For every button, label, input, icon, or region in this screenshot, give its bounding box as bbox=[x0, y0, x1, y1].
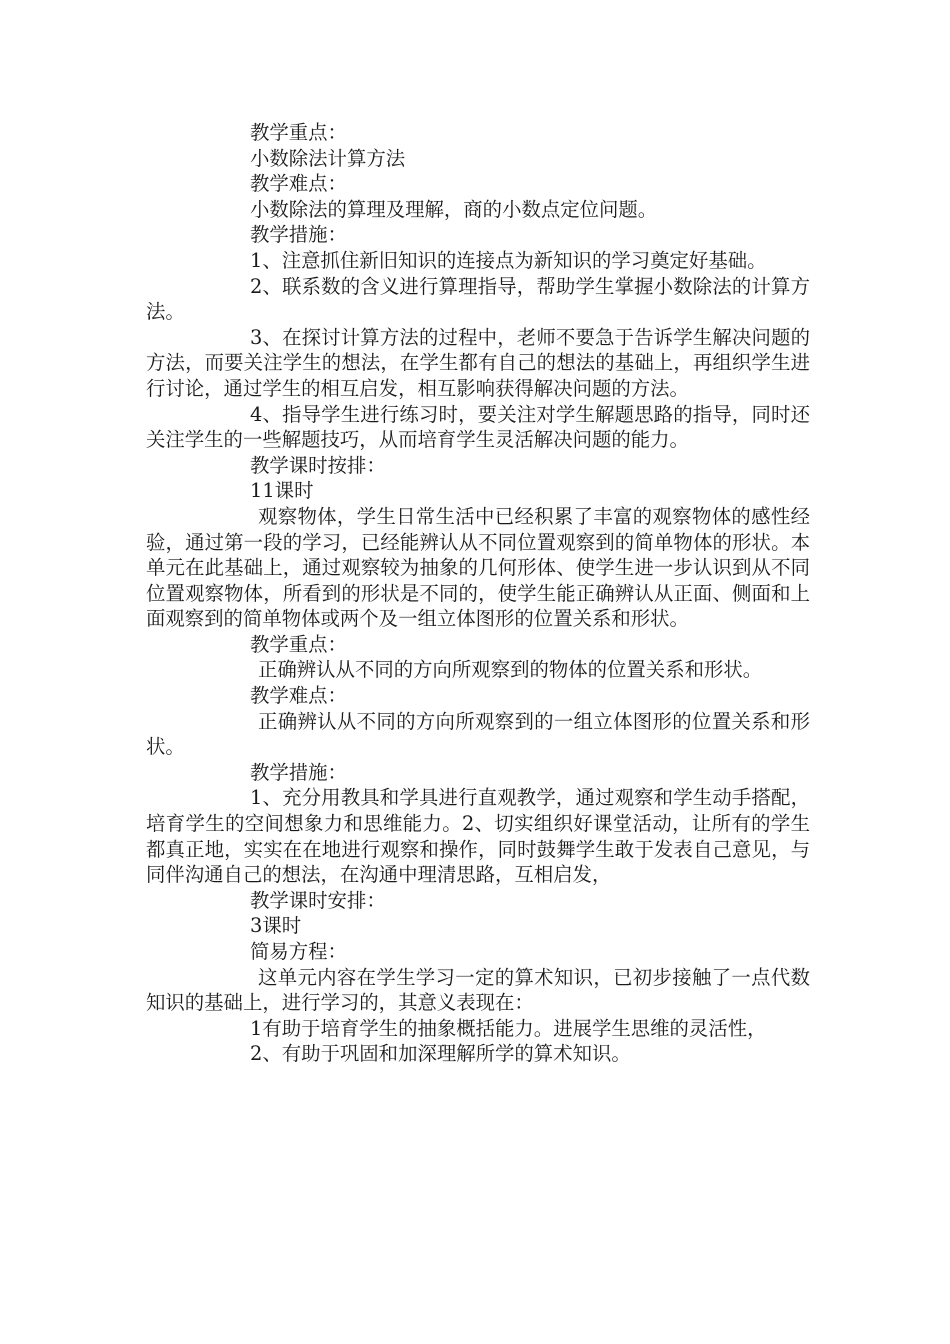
paragraph: 3、在探讨计算方法的过程中，老师不要急于告诉学生解决问题的方法，而要关注学生的想法，在学生都有自己的想法的基础上，再组织学生进行讨论，通过学生的相互启发，相互影响获得解决问题的方法。 bbox=[146, 325, 810, 400]
paragraph: 观察物体，学生日常生活中已经积累了丰富的观察物体的感性经验，通过第一段的学习，已经能辨认从不同位置观察到的简单物体的形状。本单元在此基础上，通过观察较为抽象的几何形体、使学生进一步认识到从不同位置观察物体，所看到的形状是不同的，使学生能正确辨认从正面、侧面和上面观察到的简单物体或两个及一组立体图形的位置关系和形状。 bbox=[146, 504, 810, 631]
paragraph: 教学措施： bbox=[250, 223, 347, 247]
document-body bbox=[146, 120, 810, 1067]
paragraph: 1、充分用教具和学具进行直观教学，通过观察和学生动手搭配，培育学生的空间想象力和思维能力。2、切实组织好课堂活动，让所有的学生都真正地，实实在在地进行观察和操作，同时鼓舞学生敢于发表自己意见，与同伴沟通自己的想法，在沟通中理清思路，互相启发， bbox=[146, 786, 810, 887]
paragraph: 教学课时按排： bbox=[250, 453, 386, 477]
paragraph: 2、有助于巩固和加深理解所学的算术知识。 bbox=[250, 1042, 631, 1066]
paragraph: 4、指导学生进行练习时，要关注对学生解题思路的指导，同时还关注学生的一些解题技巧，从而培育学生灵活解决问题的能力。 bbox=[146, 402, 810, 452]
paragraph: 简易方程： bbox=[250, 940, 347, 963]
paragraph: 2、联系数的含义进行算理指导，帮助学生掌握小数除法的计算方法。 bbox=[146, 274, 810, 324]
paragraph: 小数除法计算方法 bbox=[250, 146, 406, 170]
paragraph: 11课时 bbox=[250, 479, 314, 503]
paragraph: 教学课时安排： bbox=[250, 888, 386, 912]
paragraph: 正确辨认从不同的方向所观察到的一组立体图形的位置关系和形状。 bbox=[146, 709, 810, 759]
paragraph: 教学难点： bbox=[250, 684, 347, 708]
paragraph: 正确辨认从不同的方向所观察到的物体的位置关系和形状。 bbox=[258, 658, 763, 682]
paragraph: 教学难点： bbox=[250, 172, 347, 196]
paragraph: 小数除法的算理及理解，商的小数点定位问题。 bbox=[250, 197, 658, 221]
paragraph: 教学措施： bbox=[250, 760, 347, 784]
paragraph: 1有助于培育学生的抽象概括能力。进展学生思维的灵活性， bbox=[250, 1016, 767, 1040]
paragraph: 教学重点： bbox=[250, 632, 347, 656]
paragraph: 这单元内容在学生学习一定的算术知识，已初步接触了一点代数知识的基础上，进行学习的，其意义表现在： bbox=[146, 965, 810, 1015]
paragraph: 3课时 bbox=[250, 914, 302, 938]
paragraph: 1、注意抓住新旧知识的连接点为新知识的学习奠定好基础。 bbox=[250, 248, 767, 272]
paragraph: 教学重点： bbox=[250, 121, 347, 144]
